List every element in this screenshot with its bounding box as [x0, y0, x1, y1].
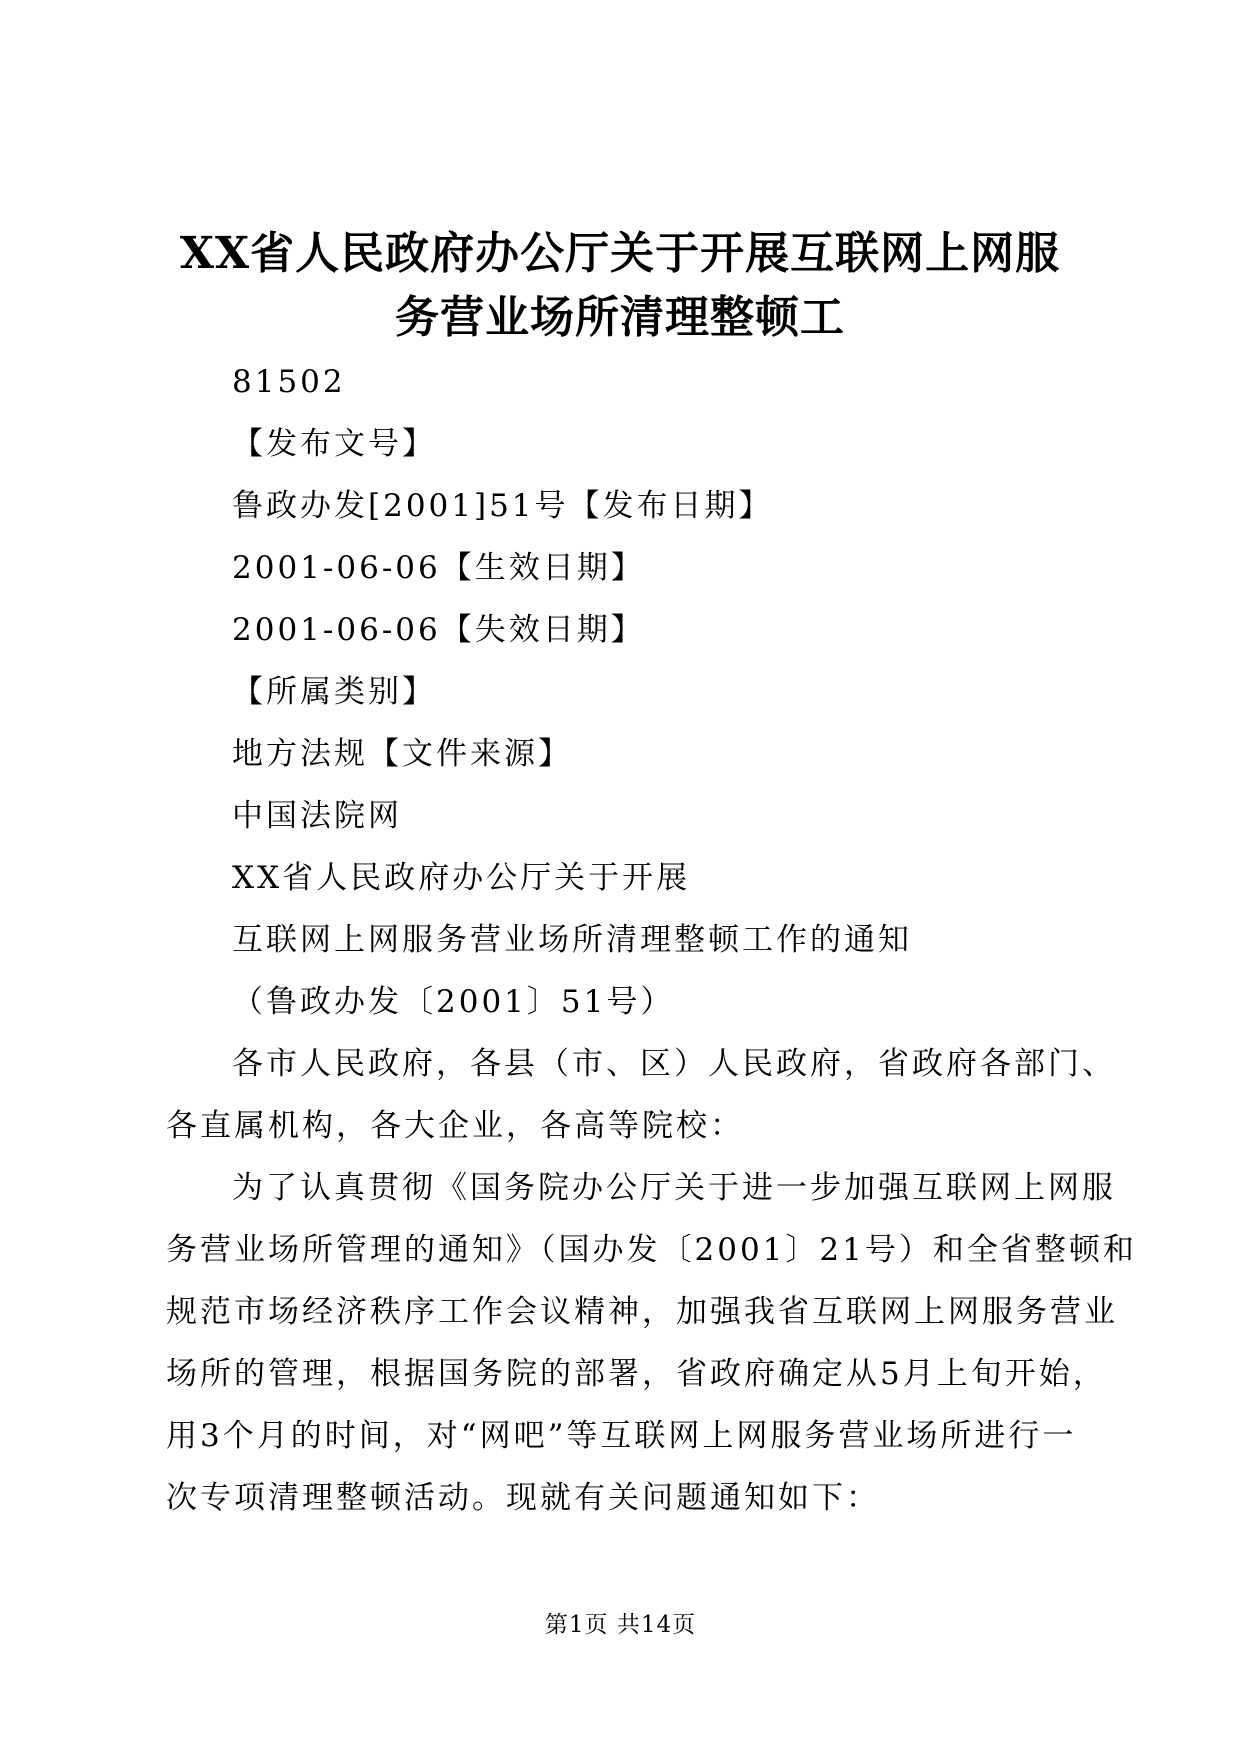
document-number: 81502	[232, 364, 346, 400]
body-line-2: 务营业场所管理的通知》（国办发〔2001〕21号）和全省整顿和	[166, 1232, 1137, 1268]
title-line-1: XX省人民政府办公厅关于开展互联网上网服	[179, 228, 1061, 279]
meta-source: 中国法院网	[232, 798, 402, 834]
document-title	[160, 222, 1080, 350]
notice-number: （鲁政办发〔2001〕51号）	[232, 984, 675, 1020]
title-line-2: 务营业场所清理整顿工	[395, 292, 845, 343]
meta-label-category: 【所属类别】	[232, 674, 436, 710]
meta-category: 地方法规【文件来源】	[232, 736, 572, 772]
meta-issue-date: 2001-06-06【生效日期】	[232, 550, 645, 586]
body-line-4: 场所的管理，根据国务院的部署，省政府确定从5月上旬开始，	[166, 1356, 1107, 1392]
page-footer: 第1页 共14页	[544, 1612, 697, 1638]
body-line-5: 用3个月的时间，对“网吧”等互联网上网服务营业场所进行一	[166, 1418, 1077, 1454]
body-line-6: 次专项清理整顿活动。现就有关问题通知如下：	[166, 1480, 880, 1516]
notice-heading-line-2: 互联网上网服务营业场所清理整顿工作的通知	[232, 922, 912, 958]
meta-issue-number: 鲁政办发[2001]51号【发布日期】	[232, 488, 773, 524]
meta-effective-date: 2001-06-06【失效日期】	[232, 612, 645, 648]
body-line-1: 为了认真贯彻《国务院办公厅关于进一步加强互联网上网服	[232, 1170, 1116, 1206]
addressee-line-1: 各市人民政府，各县（市、区）人民政府，省政府各部门、	[232, 1046, 1116, 1082]
addressee-line-2: 各直属机构，各大企业，各高等院校：	[166, 1108, 744, 1144]
body-line-3: 规范市场经济秩序工作会议精神，加强我省互联网上网服务营业	[166, 1294, 1118, 1330]
notice-heading-line-1: XX省人民政府办公厅关于开展	[232, 860, 691, 896]
meta-label-issue-number: 【发布文号】	[232, 426, 436, 462]
